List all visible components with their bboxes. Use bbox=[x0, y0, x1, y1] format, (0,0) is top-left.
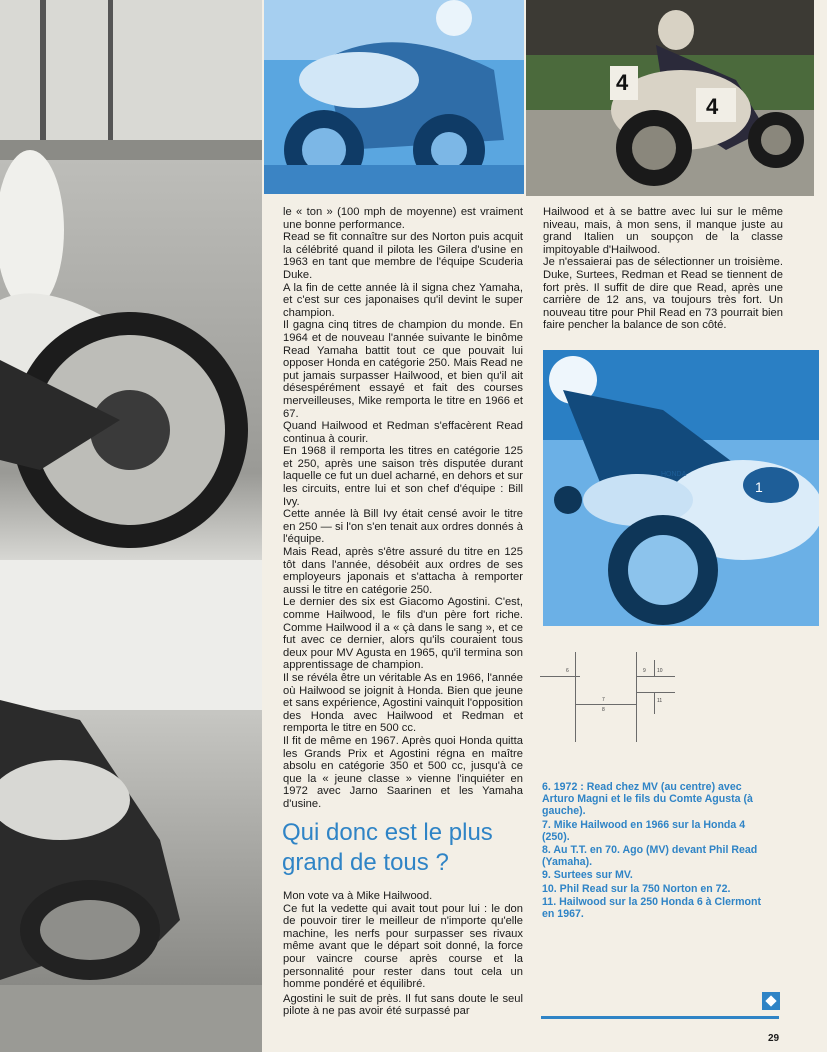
diagram-line bbox=[575, 652, 576, 742]
paragraph: Mais Read, après s'être assuré du titre en 125 tôt dans l'année, désobéit aux ordres de ses employeurs japonais et s'attacha à remporter aussi le titre en catégorie 250. bbox=[283, 546, 523, 596]
svg-text:4: 4 bbox=[706, 94, 719, 119]
paragraph: Il se révéla être un véritable As en 1966, l'année où Hailwood se joignit à Honda. Bien que jeune et sans expérience, Agostini vainquit l'opposition des Honda avec Hailwood et Redman et remporta le titre en 500 cc. bbox=[283, 671, 523, 735]
caption: 7. Mike Hailwood en 1966 sur la Honda 4 (250). bbox=[542, 818, 746, 843]
diagram-line bbox=[637, 692, 675, 693]
paragraph: Read se fit connaître sur des Norton puis acquit la célébrité quand il pilota les Gilera d'usine en 1963 en tant que membre de l'équipe Scuderia Duke. bbox=[283, 231, 523, 281]
diagram-line bbox=[654, 660, 655, 676]
middle-blue-photo bbox=[543, 350, 819, 626]
diagram-label: 11 bbox=[657, 698, 663, 704]
diagram-label: 9 bbox=[643, 668, 646, 674]
paragraph: Ce fut la vedette qui avait tout pour lui : le don de pouvoir tirer le meilleur de n'importe qu'elle machine, les nerfs pour surpasser ses rivaux même avant que le départ soit donné, la force pour vaincre course après course et la personnalité pour rester dans tout cela un homme pondéré et équilibré. bbox=[283, 902, 523, 991]
photo-captions bbox=[542, 781, 774, 921]
paragraph: Hailwood et à se battre avec lui sur le même niveau, mais, à mon sens, il manque juste au grand Italien un soupçon de la classe impitoyable d'Hailwood. bbox=[543, 206, 783, 256]
paragraph: Le dernier des six est Giacomo Agostini. C'est, comme Hailwood, le fils d'un père fort riche. Comme Hailwood il a « çà dans le sang », et ce fut avec ce dernier, alors qu'ils couraient tous deux pour MV Agusta en 1965, qu'il termina son apprentissage de champion. bbox=[283, 596, 523, 672]
diagram-line bbox=[637, 676, 675, 677]
caption: 8. Au T.T. en 70. Ago (MV) devant Phil Read (Yamaha). bbox=[542, 844, 758, 869]
diagram-line bbox=[576, 704, 636, 705]
caption: 9. Surtees sur MV. bbox=[542, 869, 633, 882]
photo-layout-diagram bbox=[540, 652, 680, 744]
left-strip-photo bbox=[0, 0, 262, 1052]
section-headline: Qui donc est le plus grand de tous ? bbox=[282, 819, 493, 876]
paragraph: Je n'essaierai pas de sélectionner un troisième. Duke, Surtees, Redman et Read se tiennent de fort près. Il suffit de dire que Read, après une carrière de 12 ans, va toujours très fort. Un nouveau titre pour Phil Read en 73 pourrait bien faire pencher la balance de son côté. bbox=[543, 256, 783, 332]
paragraph: le « ton » (100 mph de moyenne) est vraiment une bonne performance. bbox=[283, 206, 523, 231]
caption: 11. Hailwood sur la 250 Honda 6 à Clermont en 1967. bbox=[542, 895, 762, 921]
caption: 6. 1972 : Read chez MV (au centre) avec Arturo Magni et le fils du Comte Agusta (à gauche). bbox=[542, 781, 753, 818]
paragraph: Il fit de même en 1967. Après quoi Honda quitta les Grands Prix et Agostini régna en maître absolu en catégorie 350 et 500 cc, jusqu'à ce que la « jeune classe » vienne l'inquiéter en 1972 avec Jarno Saarinen et les Yamaha d'usine. bbox=[283, 734, 523, 810]
top-blue-photo bbox=[264, 0, 524, 194]
paragraph: Quand Hailwood et Redman s'effacèrent Read continua à courir. bbox=[283, 420, 523, 445]
paragraph: A la fin de cette année là il signa chez Yamaha, et c'est sur ces japonaises qu'il devint le super champion. bbox=[283, 281, 523, 319]
page-number: 29 bbox=[768, 1033, 780, 1044]
diagram-label: 6 bbox=[566, 668, 569, 674]
divider-bar bbox=[541, 1016, 779, 1019]
diagram-label: 10 bbox=[657, 668, 663, 674]
top-right-photo bbox=[526, 0, 814, 196]
diagram-line bbox=[540, 676, 580, 677]
article-column-2 bbox=[543, 206, 783, 332]
article-column-1-lower bbox=[283, 890, 523, 1018]
paragraph: Agostini le suit de près. Il fut sans doute le seul pilote à ne pas avoir été surpassé par bbox=[283, 992, 523, 1018]
diagram-line bbox=[654, 692, 655, 714]
svg-text:1: 1 bbox=[755, 479, 763, 495]
caption: 10. Phil Read sur la 750 Norton en 72. bbox=[542, 882, 731, 895]
svg-text:4: 4 bbox=[616, 70, 629, 95]
diagram-label: 7 bbox=[602, 697, 605, 703]
paragraph: Mon vote va à Mike Hailwood. bbox=[283, 890, 433, 902]
article-column-1 bbox=[283, 206, 523, 811]
diagram-line bbox=[636, 652, 637, 742]
magazine-logo-icon bbox=[762, 992, 780, 1010]
paragraph: Cette année là Bill Ivy était censé avoir le titre en 250 — si l'on s'en tenait aux ordres donnés à l'équipe. bbox=[283, 508, 523, 546]
svg-text:HONDA: HONDA bbox=[661, 471, 687, 478]
paragraph: Il gagna cinq titres de champion du monde. En 1964 et de nouveau l'année suivante le binôme Read Yamaha battit tout ce que pouvait lui opposer Honda en catégorie 250. Mais Read ne put jamais surpasser Hailwood, et bien qu'il ait désespérément essayé et fait des courses merveilleuses, Mike remporta le titre en 1966 et 67. bbox=[283, 319, 523, 420]
diagram-label: 8 bbox=[602, 707, 605, 713]
paragraph: En 1968 il remporta les titres en catégorie 125 et 250, après une saison très disputée durant laquelle ce fut un duel acharné, en dehors et sur les circuits, entre lui et son chef d'équipe : Bill Ivy. bbox=[283, 445, 523, 508]
